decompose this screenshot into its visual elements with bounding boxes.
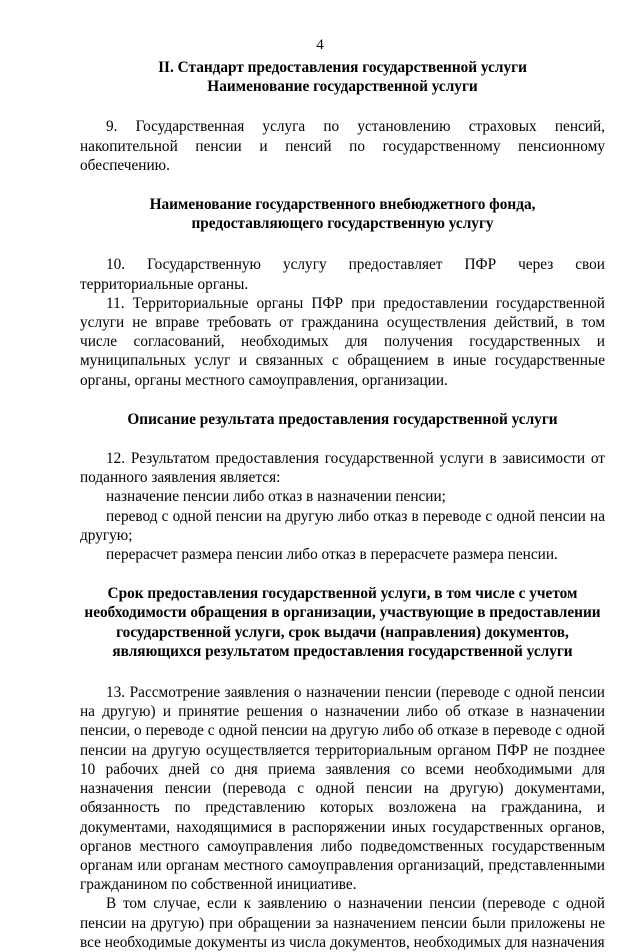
document-body <box>80 58 605 952</box>
paragraph-continuation: В том случае, если к заявлению о назначении пенсии (переводе с одной пенсии на другую) при обращении за назначением пенсии были приложены не все необходимые документы из числа документов, необходимых для назначения <box>80 895 605 951</box>
term-heading-line-2: необходимости обращения в организации, участвующие в предоставлении <box>84 604 601 622</box>
list-item: перевод с одной пенсии на другую либо отказ в переводе с одной пенсии на другую; <box>80 507 605 544</box>
paragraph-9: 9. Государственная услуга по установлению страховых пенсий, накопительной пенсии и пенсий по государственному пенсионному обеспечению. <box>80 118 605 174</box>
list-item: назначение пенсии либо отказ в назначении пенсии; <box>106 488 446 506</box>
paragraph-12: 12. Результатом предоставления государственной услуги в зависимости от поданного заявления является: <box>80 450 605 487</box>
service-name-heading: Наименование государственной услуги <box>207 78 478 96</box>
term-heading-line-1: Срок предоставления государственной услуги, в том числе с учетом <box>107 585 578 603</box>
list-item: перерасчет размера пенсии либо отказ в перерасчете размера пенсии. <box>106 546 558 564</box>
section-heading: II. Стандарт предоставления государственной услуги <box>158 59 527 76</box>
paragraph-10: 10. Государственную услугу предоставляет ПФР через свои территориальные органы. <box>80 256 605 293</box>
fund-heading-line-1: Наименование государственного внебюджетного фонда, <box>149 196 536 214</box>
paragraph-13: 13. Рассмотрение заявления о назначении пенсии (переводе с одной пенсии на другую) и принятие решения о назначении либо об отказе в назначении пенсии, о переводе с одной пенсии на другую либо об отказе в переводе с одной пенсии на другую осуществляется территориальным органом ПФР не позднее 10 рабочих дней со дня приема заявления со всеми необходимыми для назначения пенсии (перевода с одной пенсии на другую) документами, обязанность по представлению которых возложена на гражданина, и документами, находящимися в распоряжении иных государственных органов, органов местного самоуправления либо подведомственных государственным органам или органам местного самоуправления организаций, представленными гражданином по собственной инициативе. <box>80 684 605 894</box>
result-heading: Описание результата предоставления государственной услуги <box>127 410 558 428</box>
page-number: 4 <box>316 37 324 53</box>
term-heading-line-3: государственной услуги, срок выдачи (направления) документов, <box>116 623 569 641</box>
paragraph-11: 11. Территориальные органы ПФР при предоставлении государственной услуги не вправе требовать от гражданина осуществления действий, в том числе согласований, необходимых для получения государственных и муниципальных услуг и связанных с обращением в иные государственные органы, органы местного самоуправления, организации. <box>80 294 605 389</box>
fund-heading-line-2: предоставляющего государственную услугу <box>191 215 494 233</box>
term-heading-line-4: являющихся результатом предоставления государственной услуги <box>112 642 573 660</box>
